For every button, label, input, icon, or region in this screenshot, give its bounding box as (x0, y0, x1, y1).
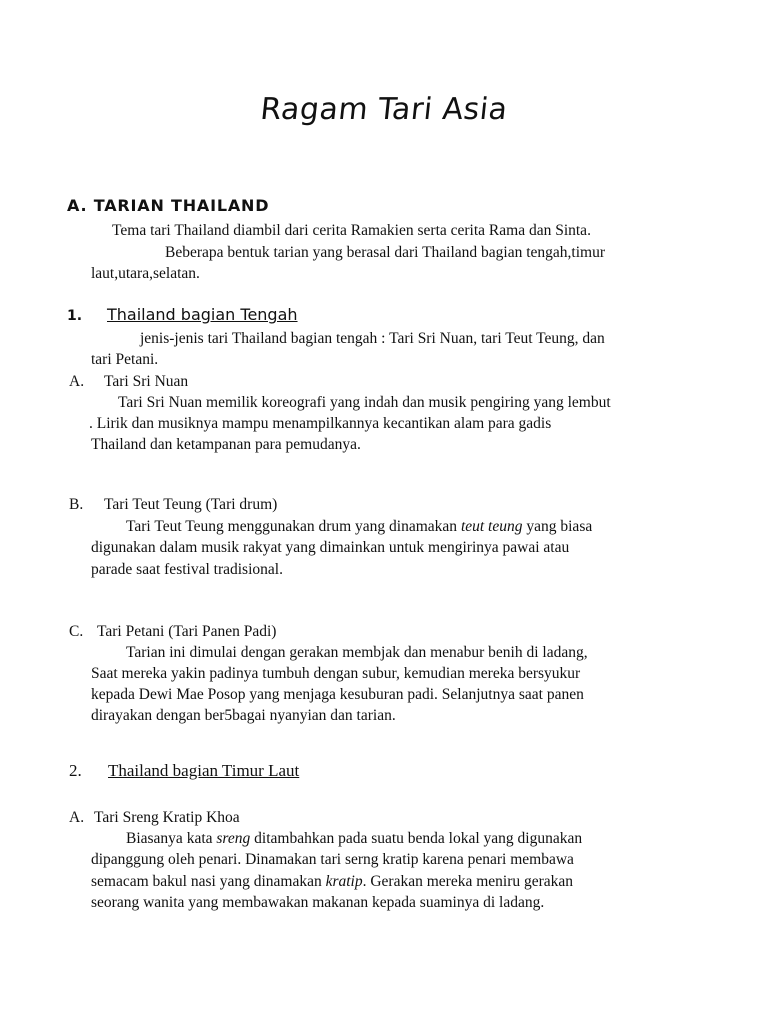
item-c-title: Tari Petani (Tari Panen Padi) (97, 623, 277, 640)
item-c-line-3: kepada Dewi Mae Posop yang menjaga kesuburan padi. Selanjutnya saat panen (91, 686, 584, 703)
item-2a-line-1: Biasanya kata sreng ditambahkan pada suatu benda lokal yang digunakan (126, 830, 583, 847)
item-b-label: B. (69, 496, 84, 513)
section-heading-thailand: A. TARIAN THAILAND (67, 196, 270, 215)
item-c-line-2: Saat mereka yakin padinya tumbuh dengan subur, kemudian mereka bersyukur (91, 665, 581, 682)
item-2a-line-3: semacam bakul nasi yang dinamakan kratip. Gerakan mereka meniru gerakan (91, 873, 574, 890)
item-b-line-2: digunakan dalam musik rakyat yang dimainkan untuk mengirinya pawai atau (91, 539, 570, 556)
item-2a-line-4: seorang wanita yang membawakan makanan kepada suaminya di ladang. (91, 894, 545, 911)
item-c-label: C. (69, 623, 84, 640)
section-intro-line-2: Beberapa bentuk tarian yang berasal dari Thailand bagian tengah,timur (165, 244, 606, 261)
part1-number: 1. (67, 308, 83, 324)
term-teut-teung: teut teung (460, 518, 523, 535)
item-a-title: Tari Sri Nuan (104, 373, 189, 390)
part2-heading: Thailand bagian Timur Laut (108, 761, 300, 780)
term-kratip: kratip (325, 873, 363, 890)
item-a-label: A. (69, 373, 85, 390)
item-b-line-3: parade saat festival tradisional. (91, 561, 283, 578)
item-c-line-1: Tarian ini dimulai dengan gerakan membjak dan menabur benih di ladang, (126, 644, 588, 661)
item-2a-title: Tari Sreng Kratip Khoa (94, 809, 240, 826)
item-a-line-3: Thailand dan ketampanan para pemudanya. (91, 436, 361, 453)
item-a-line-1: Tari Sri Nuan memilik koreografi yang indah dan musik pengiring yang lembut (118, 394, 611, 411)
item-b-line-1: Tari Teut Teung menggunakan drum yang dinamakan teut teung yang biasa (126, 518, 593, 535)
item-a-line-2: . Lirik dan musiknya mampu menampilkannya kecantikan alam para gadis (89, 415, 552, 432)
item-2a-line-2: dipanggung oleh penari. Dinamakan tari serng kratip karena penari membawa (91, 851, 574, 868)
item-2a-label: A. (69, 809, 85, 826)
item-b-title: Tari Teut Teung (Tari drum) (104, 496, 278, 513)
section-intro-line-1: Tema tari Thailand diambil dari cerita Ramakien serta cerita Rama dan Sinta. (112, 222, 591, 239)
document-title: Ragam Tari Asia (258, 92, 510, 127)
section-intro-line-3: laut,utara,selatan. (91, 265, 200, 282)
item-c-line-4: dirayakan dengan ber5bagai nyanyian dan tarian. (91, 707, 396, 724)
part2-number: 2. (69, 761, 82, 780)
part1-intro-line-2: tari Petani. (91, 351, 159, 368)
term-sreng: sreng (216, 830, 251, 847)
part1-intro-line-1: jenis-jenis tari Thailand bagian tengah : Tari Sri Nuan, tari Teut Teung, dan (140, 330, 605, 347)
part1-heading: Thailand bagian Tengah (107, 305, 298, 324)
